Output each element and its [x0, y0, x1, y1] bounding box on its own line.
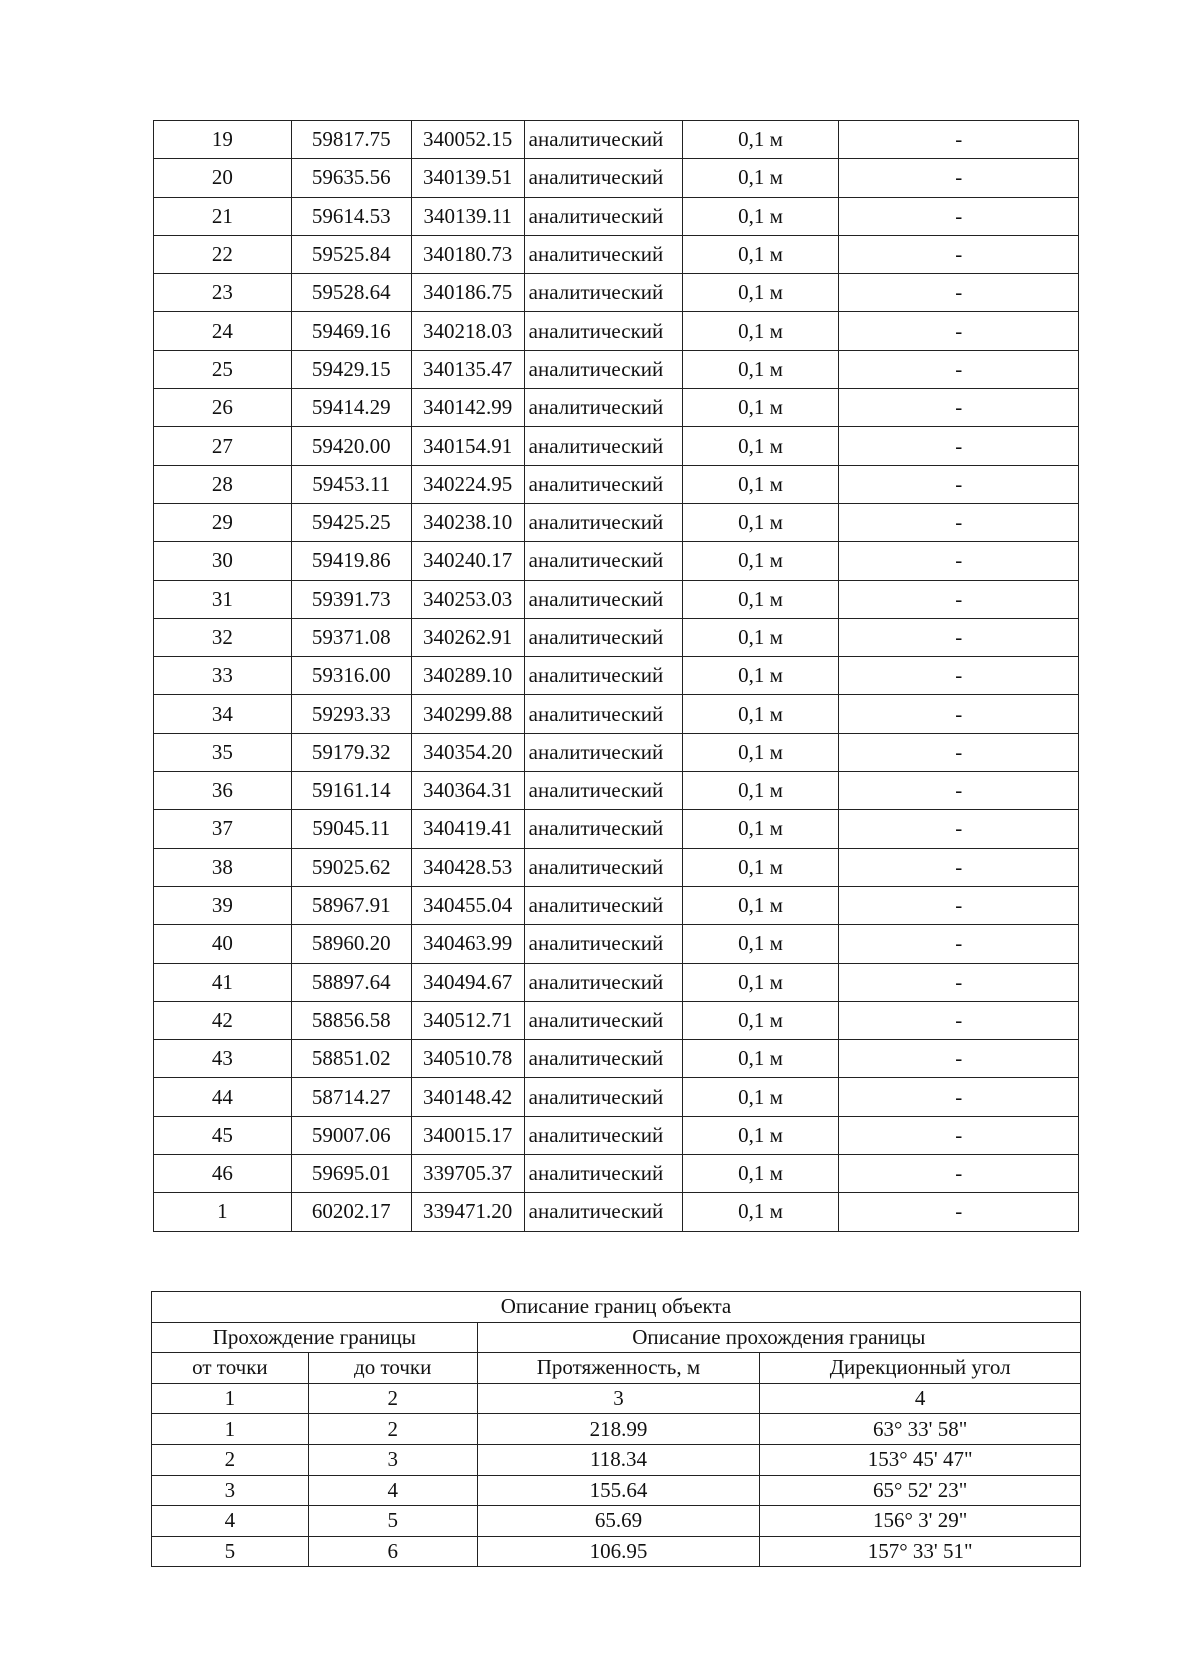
accuracy-cell: 0,1 м — [682, 1155, 839, 1193]
method-cell: аналитический — [524, 1193, 682, 1231]
table-row — [154, 312, 1079, 350]
accuracy-cell: 0,1 м — [682, 1078, 839, 1116]
coord-x-cell: 59371.08 — [291, 618, 411, 656]
coord-y-cell: 340052.15 — [411, 121, 524, 159]
table-row — [154, 1001, 1079, 1039]
coord-x-cell: 59614.53 — [291, 197, 411, 235]
accuracy-cell: 0,1 м — [682, 580, 839, 618]
method-cell: аналитический — [524, 886, 682, 924]
coord-y-cell: 340299.88 — [411, 695, 524, 733]
method-cell: аналитический — [524, 350, 682, 388]
coord-x-cell: 59429.15 — [291, 350, 411, 388]
coord-x-cell: 58897.64 — [291, 963, 411, 1001]
coord-x-cell: 59391.73 — [291, 580, 411, 618]
table-row — [154, 1040, 1079, 1078]
to-point-cell: 4 — [308, 1475, 477, 1506]
method-cell: аналитический — [524, 848, 682, 886]
point-number-cell: 31 — [154, 580, 292, 618]
coord-x-cell: 60202.17 — [291, 1193, 411, 1231]
coord-x-cell: 59293.33 — [291, 695, 411, 733]
accuracy-cell: 0,1 м — [682, 1193, 839, 1231]
note-cell: - — [839, 848, 1079, 886]
point-number-cell: 1 — [154, 1193, 292, 1231]
coord-y-cell: 340262.91 — [411, 618, 524, 656]
coord-x-cell: 59695.01 — [291, 1155, 411, 1193]
table-row — [152, 1506, 1081, 1537]
coord-y-cell: 339471.20 — [411, 1193, 524, 1231]
header-to-point: до точки — [308, 1353, 477, 1384]
note-cell: - — [839, 657, 1079, 695]
method-cell: аналитический — [524, 542, 682, 580]
table-row — [154, 772, 1079, 810]
coord-x-cell: 59528.64 — [291, 274, 411, 312]
point-number-cell: 35 — [154, 733, 292, 771]
accuracy-cell: 0,1 м — [682, 427, 839, 465]
table-row — [154, 197, 1079, 235]
coord-y-cell: 340364.31 — [411, 772, 524, 810]
coord-y-cell: 340139.11 — [411, 197, 524, 235]
point-number-cell: 38 — [154, 848, 292, 886]
accuracy-cell: 0,1 м — [682, 733, 839, 771]
coord-x-cell: 58851.02 — [291, 1040, 411, 1078]
method-cell: аналитический — [524, 1040, 682, 1078]
coord-y-cell: 340419.41 — [411, 810, 524, 848]
header-from-point: от точки — [152, 1353, 309, 1384]
boundary-title-row — [152, 1292, 1081, 1323]
method-cell: аналитический — [524, 1078, 682, 1116]
coord-y-cell: 340148.42 — [411, 1078, 524, 1116]
accuracy-cell: 0,1 м — [682, 886, 839, 924]
method-cell: аналитический — [524, 1001, 682, 1039]
to-point-cell: 3 — [308, 1444, 477, 1475]
group-header-description: Описание прохождения границы — [477, 1322, 1080, 1353]
note-cell: - — [839, 197, 1079, 235]
direction-angle-cell: 156° 3' 29" — [760, 1506, 1081, 1537]
coord-y-cell: 340142.99 — [411, 389, 524, 427]
coord-y-cell: 340463.99 — [411, 925, 524, 963]
table-row — [154, 657, 1079, 695]
point-number-cell: 22 — [154, 235, 292, 273]
point-number-cell: 21 — [154, 197, 292, 235]
accuracy-cell: 0,1 м — [682, 350, 839, 388]
note-cell: - — [839, 427, 1079, 465]
point-number-cell: 34 — [154, 695, 292, 733]
method-cell: аналитический — [524, 695, 682, 733]
point-number-cell: 19 — [154, 121, 292, 159]
note-cell: - — [839, 963, 1079, 1001]
coord-x-cell: 59316.00 — [291, 657, 411, 695]
to-point-cell: 6 — [308, 1536, 477, 1567]
coord-x-cell: 59419.86 — [291, 542, 411, 580]
accuracy-cell: 0,1 м — [682, 503, 839, 541]
boundary-description-table — [151, 1291, 1081, 1567]
coord-y-cell: 340135.47 — [411, 350, 524, 388]
note-cell: - — [839, 886, 1079, 924]
point-number-cell: 26 — [154, 389, 292, 427]
method-cell: аналитический — [524, 197, 682, 235]
coord-x-cell: 58856.58 — [291, 1001, 411, 1039]
table-row — [154, 618, 1079, 656]
table-row — [154, 848, 1079, 886]
note-cell: - — [839, 1078, 1079, 1116]
coord-x-cell: 59414.29 — [291, 389, 411, 427]
group-header-passage: Прохождение границы — [152, 1322, 478, 1353]
point-number-cell: 36 — [154, 772, 292, 810]
coord-x-cell: 59045.11 — [291, 810, 411, 848]
accuracy-cell: 0,1 м — [682, 810, 839, 848]
direction-angle-cell: 63° 33' 58" — [760, 1414, 1081, 1445]
from-point-cell: 4 — [152, 1506, 309, 1537]
point-number-cell: 27 — [154, 427, 292, 465]
direction-angle-cell: 65° 52' 23" — [760, 1475, 1081, 1506]
point-number-cell: 30 — [154, 542, 292, 580]
accuracy-cell: 0,1 м — [682, 389, 839, 427]
note-cell: - — [839, 925, 1079, 963]
coord-y-cell: 340428.53 — [411, 848, 524, 886]
note-cell: - — [839, 695, 1079, 733]
note-cell: - — [839, 542, 1079, 580]
boundary-table-title: Описание границ объекта — [152, 1292, 1081, 1323]
point-number-cell: 37 — [154, 810, 292, 848]
point-number-cell: 24 — [154, 312, 292, 350]
table-row — [154, 733, 1079, 771]
table-row — [154, 427, 1079, 465]
method-cell: аналитический — [524, 733, 682, 771]
table-row — [152, 1475, 1081, 1506]
boundary-group-header-row — [152, 1322, 1081, 1353]
coord-x-cell: 59425.25 — [291, 503, 411, 541]
header-length: Протяженность, м — [477, 1353, 760, 1384]
coord-y-cell: 340218.03 — [411, 312, 524, 350]
method-cell: аналитический — [524, 274, 682, 312]
point-number-cell: 29 — [154, 503, 292, 541]
accuracy-cell: 0,1 м — [682, 121, 839, 159]
table-row — [154, 389, 1079, 427]
coord-y-cell: 340186.75 — [411, 274, 524, 312]
coordinates-table — [153, 120, 1079, 1232]
point-number-cell: 43 — [154, 1040, 292, 1078]
accuracy-cell: 0,1 м — [682, 695, 839, 733]
to-point-cell: 2 — [308, 1414, 477, 1445]
note-cell: - — [839, 389, 1079, 427]
accuracy-cell: 0,1 м — [682, 274, 839, 312]
coord-x-cell: 59525.84 — [291, 235, 411, 273]
coord-y-cell: 340015.17 — [411, 1116, 524, 1154]
coord-x-cell: 59179.32 — [291, 733, 411, 771]
table-row — [154, 1155, 1079, 1193]
method-cell: аналитический — [524, 465, 682, 503]
coord-y-cell: 340240.17 — [411, 542, 524, 580]
boundary-column-number-row — [152, 1383, 1081, 1414]
table-row — [152, 1444, 1081, 1475]
method-cell: аналитический — [524, 772, 682, 810]
coord-y-cell: 340180.73 — [411, 235, 524, 273]
point-number-cell: 41 — [154, 963, 292, 1001]
table-row — [152, 1414, 1081, 1445]
coord-x-cell: 59817.75 — [291, 121, 411, 159]
coord-y-cell: 340354.20 — [411, 733, 524, 771]
method-cell: аналитический — [524, 657, 682, 695]
table-row — [154, 1116, 1079, 1154]
table-row — [154, 350, 1079, 388]
from-point-cell: 2 — [152, 1444, 309, 1475]
note-cell: - — [839, 121, 1079, 159]
table-row — [154, 925, 1079, 963]
from-point-cell: 1 — [152, 1414, 309, 1445]
note-cell: - — [839, 733, 1079, 771]
accuracy-cell: 0,1 м — [682, 197, 839, 235]
method-cell: аналитический — [524, 1116, 682, 1154]
note-cell: - — [839, 159, 1079, 197]
note-cell: - — [839, 772, 1079, 810]
point-number-cell: 28 — [154, 465, 292, 503]
header-direction-angle: Дирекционный угол — [760, 1353, 1081, 1384]
coord-x-cell: 59161.14 — [291, 772, 411, 810]
length-cell: 155.64 — [477, 1475, 760, 1506]
accuracy-cell: 0,1 м — [682, 1001, 839, 1039]
from-point-cell: 5 — [152, 1536, 309, 1567]
point-number-cell: 45 — [154, 1116, 292, 1154]
coord-x-cell: 59453.11 — [291, 465, 411, 503]
coord-y-cell: 340494.67 — [411, 963, 524, 1001]
table-row — [154, 503, 1079, 541]
column-number: 4 — [760, 1383, 1081, 1414]
coordinates-table-body — [154, 121, 1079, 1232]
method-cell: аналитический — [524, 503, 682, 541]
note-cell: - — [839, 1001, 1079, 1039]
table-row — [154, 1078, 1079, 1116]
table-row — [154, 695, 1079, 733]
accuracy-cell: 0,1 м — [682, 235, 839, 273]
coord-y-cell: 340238.10 — [411, 503, 524, 541]
from-point-cell: 3 — [152, 1475, 309, 1506]
coord-x-cell: 58960.20 — [291, 925, 411, 963]
note-cell: - — [839, 274, 1079, 312]
coord-x-cell: 59420.00 — [291, 427, 411, 465]
point-number-cell: 40 — [154, 925, 292, 963]
note-cell: - — [839, 580, 1079, 618]
method-cell: аналитический — [524, 389, 682, 427]
length-cell: 65.69 — [477, 1506, 760, 1537]
accuracy-cell: 0,1 м — [682, 772, 839, 810]
table-row — [154, 810, 1079, 848]
accuracy-cell: 0,1 м — [682, 618, 839, 656]
note-cell: - — [839, 350, 1079, 388]
accuracy-cell: 0,1 м — [682, 657, 839, 695]
point-number-cell: 32 — [154, 618, 292, 656]
note-cell: - — [839, 465, 1079, 503]
point-number-cell: 39 — [154, 886, 292, 924]
coord-y-cell: 340455.04 — [411, 886, 524, 924]
point-number-cell: 25 — [154, 350, 292, 388]
coord-y-cell: 340289.10 — [411, 657, 524, 695]
table-row — [154, 542, 1079, 580]
table-row — [154, 274, 1079, 312]
coord-x-cell: 58967.91 — [291, 886, 411, 924]
accuracy-cell: 0,1 м — [682, 312, 839, 350]
table-row — [152, 1536, 1081, 1567]
accuracy-cell: 0,1 м — [682, 963, 839, 1001]
table-row — [154, 1193, 1079, 1231]
method-cell: аналитический — [524, 963, 682, 1001]
coord-y-cell: 340224.95 — [411, 465, 524, 503]
point-number-cell: 23 — [154, 274, 292, 312]
column-number: 1 — [152, 1383, 309, 1414]
boundary-table-body — [152, 1292, 1081, 1567]
coord-y-cell: 340253.03 — [411, 580, 524, 618]
point-number-cell: 44 — [154, 1078, 292, 1116]
accuracy-cell: 0,1 м — [682, 159, 839, 197]
note-cell: - — [839, 1155, 1079, 1193]
coord-y-cell: 340154.91 — [411, 427, 524, 465]
boundary-column-header-row — [152, 1353, 1081, 1384]
table-row — [154, 886, 1079, 924]
method-cell: аналитический — [524, 235, 682, 273]
accuracy-cell: 0,1 м — [682, 465, 839, 503]
point-number-cell: 20 — [154, 159, 292, 197]
note-cell: - — [839, 312, 1079, 350]
coord-x-cell: 59025.62 — [291, 848, 411, 886]
table-row — [154, 121, 1079, 159]
method-cell: аналитический — [524, 427, 682, 465]
direction-angle-cell: 157° 33' 51" — [760, 1536, 1081, 1567]
coord-y-cell: 340510.78 — [411, 1040, 524, 1078]
note-cell: - — [839, 1040, 1079, 1078]
coord-y-cell: 339705.37 — [411, 1155, 524, 1193]
length-cell: 118.34 — [477, 1444, 760, 1475]
method-cell: аналитический — [524, 159, 682, 197]
to-point-cell: 5 — [308, 1506, 477, 1537]
coord-y-cell: 340512.71 — [411, 1001, 524, 1039]
table-row — [154, 963, 1079, 1001]
coord-y-cell: 340139.51 — [411, 159, 524, 197]
accuracy-cell: 0,1 м — [682, 925, 839, 963]
note-cell: - — [839, 1116, 1079, 1154]
method-cell: аналитический — [524, 925, 682, 963]
point-number-cell: 42 — [154, 1001, 292, 1039]
coord-x-cell: 59007.06 — [291, 1116, 411, 1154]
table-row — [154, 159, 1079, 197]
note-cell: - — [839, 810, 1079, 848]
direction-angle-cell: 153° 45' 47" — [760, 1444, 1081, 1475]
note-cell: - — [839, 618, 1079, 656]
coord-x-cell: 58714.27 — [291, 1078, 411, 1116]
note-cell: - — [839, 1193, 1079, 1231]
accuracy-cell: 0,1 м — [682, 1040, 839, 1078]
point-number-cell: 46 — [154, 1155, 292, 1193]
accuracy-cell: 0,1 м — [682, 542, 839, 580]
table-row — [154, 235, 1079, 273]
method-cell: аналитический — [524, 1155, 682, 1193]
column-number: 2 — [308, 1383, 477, 1414]
coord-x-cell: 59469.16 — [291, 312, 411, 350]
note-cell: - — [839, 503, 1079, 541]
point-number-cell: 33 — [154, 657, 292, 695]
table-row — [154, 580, 1079, 618]
method-cell: аналитический — [524, 312, 682, 350]
length-cell: 218.99 — [477, 1414, 760, 1445]
table-row — [154, 465, 1079, 503]
column-number: 3 — [477, 1383, 760, 1414]
note-cell: - — [839, 235, 1079, 273]
method-cell: аналитический — [524, 810, 682, 848]
method-cell: аналитический — [524, 121, 682, 159]
accuracy-cell: 0,1 м — [682, 848, 839, 886]
method-cell: аналитический — [524, 580, 682, 618]
length-cell: 106.95 — [477, 1536, 760, 1567]
method-cell: аналитический — [524, 618, 682, 656]
accuracy-cell: 0,1 м — [682, 1116, 839, 1154]
coord-x-cell: 59635.56 — [291, 159, 411, 197]
